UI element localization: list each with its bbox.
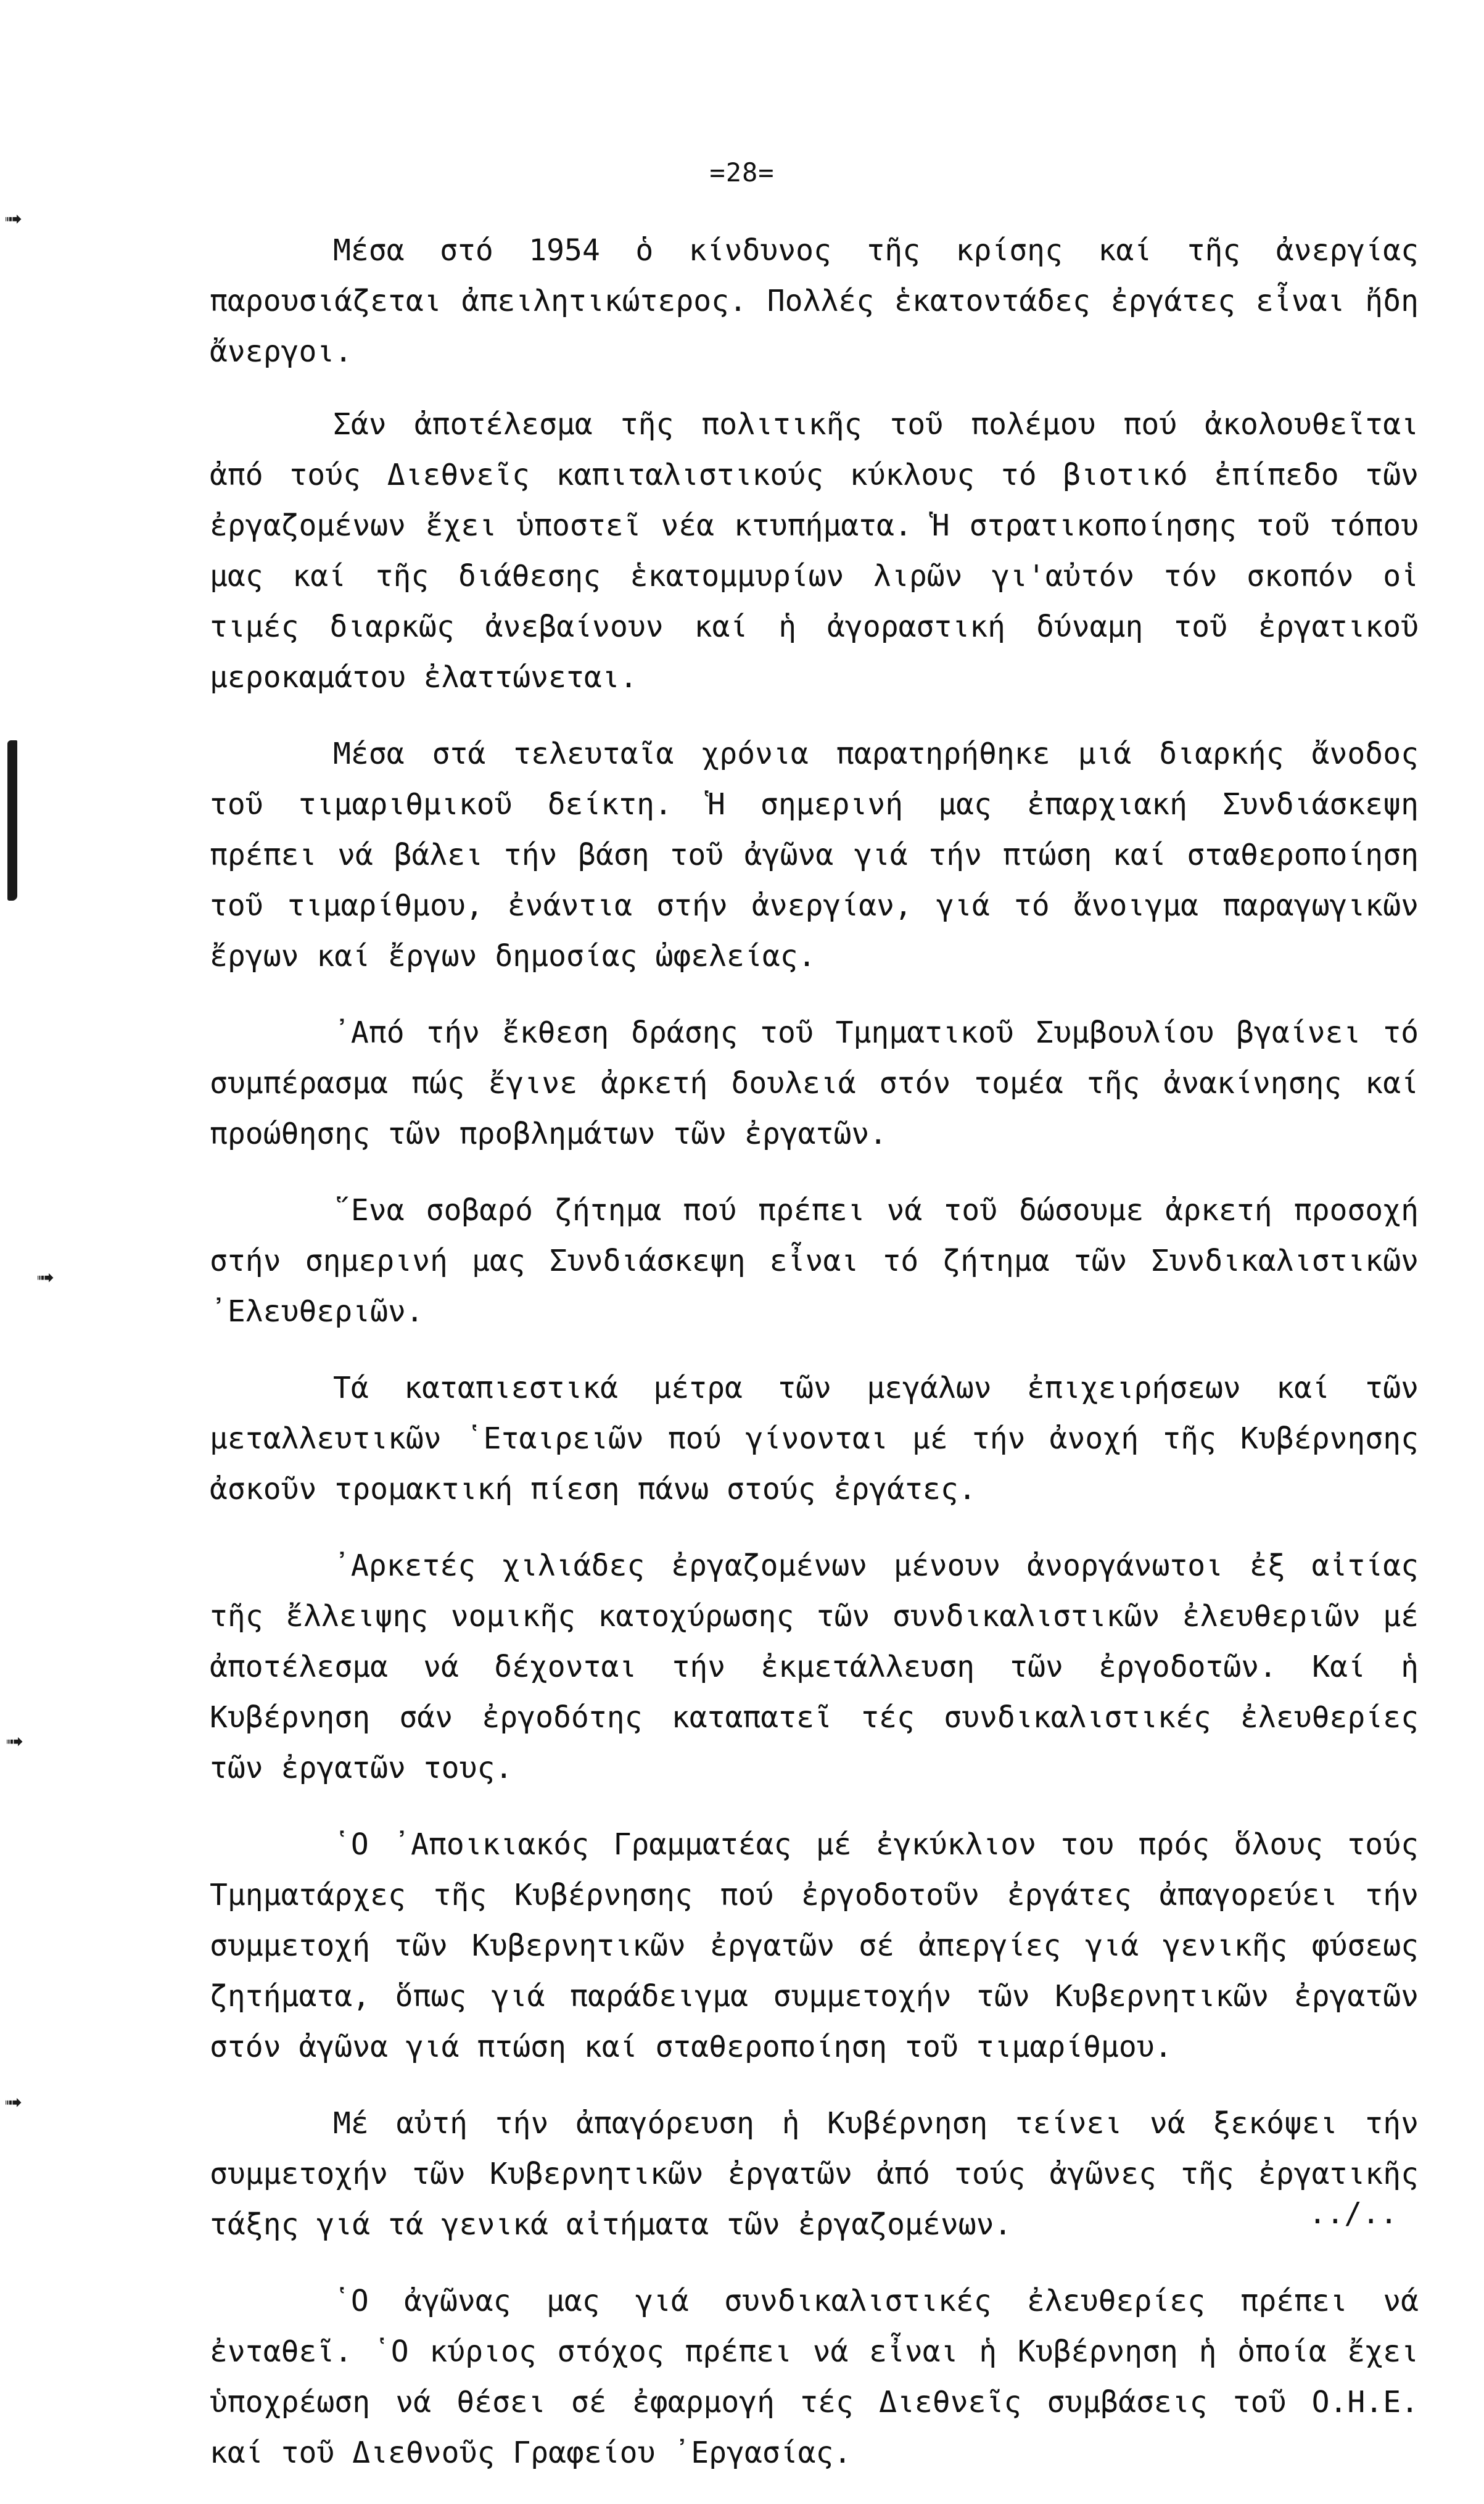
page-number: =28= [709, 157, 775, 188]
margin-arrow-mark: ➟ [5, 2086, 22, 2119]
paragraph: Σάν ἀποτέλεσμα τῆς πολιτικῆς τοῦ πολέμου πού ἀκολουθεῖται ἀπό τούς Διεθνεῖς καπιταλιστικούς κύκλους τό βιοτικό ἐπίπεδο τῶν ἐργαζομένων ἔχει ὑποστεῖ νέα κτυπήματα. Ἡ στρατικοποίησης τοῦ τόπου μας καί τῆς διάθεσης ἑκατομμυρίων λιρῶν γι'αὐτόν τόν σκοπόν οἱ τιμές διαρκῶς ἀνεβαίνουν καί ἡ ἀγοραστική δύναμη τοῦ ἐργατικοῦ μεροκαμάτου ἐλαττώνεται. [210, 407, 1419, 695]
paragraph: ῾Ο ἀγῶνας μας γιά συνδικαλιστικές ἐλευθερίες πρέπει νά ἐνταθεῖ. ῾Ο κύριος στόχος πρέπει νά εἶναι ἡ Κυβέρνηση ἡ ὁποία ἔχει ὑποχρέωση νά θέσει σέ ἐφαρμογή τές Διεθνεῖς συμβάσεις τοῦ Ο.Η.Ε. καί τοῦ Διεθνοῦς Γραφείου ᾿Εργασίας. [210, 2284, 1419, 2470]
margin-arrow-mark: ➟ [6, 1725, 23, 1758]
paragraph: ῞Ενα σοβαρό ζήτημα πού πρέπει νά τοῦ δώσουμε ἀρκετή προσοχή στήν σημερινή μας Συνδιάσκεψη εἶναι τό ζήτημα τῶν Συνδικαλιστικῶν ᾿Ελευθεριῶν. [210, 1193, 1419, 1329]
margin-arrow-mark: ➟ [5, 202, 22, 236]
margin-arrow-mark: ➟ [37, 1261, 54, 1294]
paragraph: Μέ αὐτή τήν ἀπαγόρευση ἡ Κυβέρνηση τείνει νά ξεκόψει τήν συμμετοχήν τῶν Κυβερνητικῶν ἐργατῶν ἀπό τούς ἀγῶνες τῆς ἐργατικῆς τάξης γιά τά γενικά αἰτήματα τῶν ἐργαζομένων. [210, 2106, 1419, 2242]
paragraph: Μέσα στό 1954 ὁ κίνδυνος τῆς κρίσης καί τῆς ἀνεργίας παρουσιάζεται ἀπειλητικώτερος. Πολλές ἑκατοντάδες ἐργάτες εἶναι ἤδη ἄνεργοι. [210, 233, 1419, 369]
paragraph: Μέσα στά τελευταῖα χρόνια παρατηρήθηκε μιά διαρκής ἄνοδος τοῦ τιμαριθμικοῦ δείκτη. Ἡ σημερινή μας ἐπαρχιακή Συνδιάσκεψη πρέπει νά βάλει τήν βάση τοῦ ἀγῶνα γιά τήν πτώση καί σταθεροποίηση τοῦ τιμαρίθμου, ἐνάντια στήν ἀνεργίαν, γιά τό ἄνοιγμα παραγωγικῶν ἔργων καί ἔργων δημοσίας ὠφελείας. [210, 737, 1419, 973]
document-body [210, 225, 1419, 2504]
paragraph: ᾿Αρκετές χιλιάδες ἐργαζομένων μένουν ἀνοργάνωτοι ἐξ αἰτίας τῆς ἔλλειψης νομικῆς κατοχύρωσης τῶν συνδικαλιστικῶν ἐλευθεριῶν μέ ἀποτέλεσμα νά δέχονται τήν ἐκμετάλλευση τῶν ἐργοδοτῶν. Καί ἡ Κυβέρνηση σάν ἐργοδότης καταπατεῖ τές συνδικαλιστικές ἐλευθερίες τῶν ἐργατῶν τους. [210, 1548, 1419, 1785]
margin-binding-mark [4, 740, 19, 901]
paragraph: Τά καταπιεστικά μέτρα τῶν μεγάλων ἐπιχειρήσεων καί τῶν μεταλλευτικῶν ῾Εταιρειῶν πού γίνονται μέ τήν ἀνοχή τῆς Κυβέρνησης ἀσκοῦν τρομακτική πίεση πάνω στούς ἐργάτες. [210, 1371, 1419, 1506]
paragraph: ῾Ο ᾿Αποικιακός Γραμματέας μέ ἐγκύκλιον του πρός ὅλους τούς Τμηματάρχες τῆς Κυβέρνησης πού ἐργοδοτοῦν ἐργάτες ἀπαγορεύει τήν συμμετοχή τῶν Κυβερνητικῶν ἐργατῶν σέ ἀπεργίες γιά γενικῆς φύσεως ζητήματα, ὅπως γιά παράδειγμα συμμετοχήν τῶν Κυβερνητικῶν ἐργατῶν στόν ἀγῶνα γιά πτώση καί σταθεροποίηση τοῦ τιμαρίθμου. [210, 1827, 1419, 2064]
continuation-marker: ../.. [1308, 2196, 1398, 2231]
paragraph: ᾿Από τήν ἔκθεση δράσης τοῦ Τμηματικοῦ Συμβουλίου βγαίνει τό συμπέρασμα πώς ἔγινε ἀρκετή δουλειά στόν τομέα τῆς ἀνακίνησης καί προώθησης τῶν προβλημάτων τῶν ἐργατῶν. [210, 1015, 1419, 1151]
